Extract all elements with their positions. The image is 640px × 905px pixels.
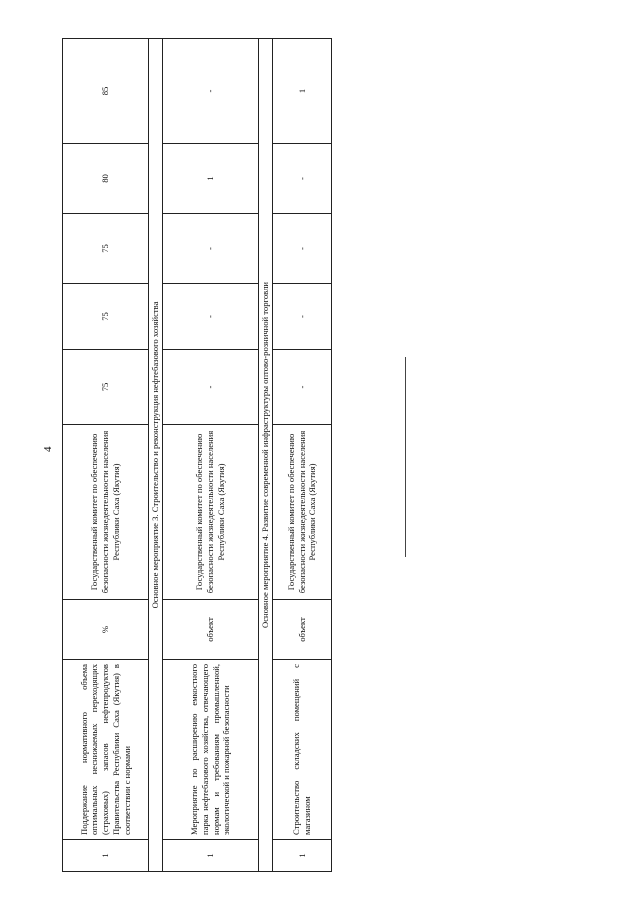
- unit-cell: объект: [163, 600, 259, 660]
- value-cell: -: [163, 284, 259, 350]
- value-cell: 80: [63, 144, 149, 214]
- responsible-org: Государственный комитет по обеспечению безопасности жизнедеятельности населения Республики Саха (Якутия): [273, 425, 332, 600]
- signature-line: [405, 357, 406, 557]
- value-cell: 85: [63, 39, 149, 144]
- unit-cell: %: [63, 600, 149, 660]
- section-row: [149, 39, 163, 872]
- responsible-org: Государственный комитет по обеспечению безопасности жизнедеятельности населения Республики Саха (Якутия): [163, 425, 259, 600]
- unit-cell: объект: [273, 600, 332, 660]
- value-cell: -: [273, 350, 332, 425]
- responsible-org: Государственный комитет по обеспечению безопасности жизнедеятельности населения Республики Саха (Якутия): [63, 425, 149, 600]
- value-cell: 1: [273, 39, 332, 144]
- value-cell: -: [273, 214, 332, 284]
- value-cell: -: [163, 350, 259, 425]
- rotated-table-wrapper: [62, 39, 332, 872]
- row-number: 1: [63, 840, 149, 872]
- table-row: [163, 39, 259, 872]
- measure-name: Мероприятие по расширению емкостного парка нефтебазового хозяйства, отвечающего нормам и требованиям промышленной, экологической и пожарной безопасности: [163, 660, 259, 840]
- value-cell: -: [273, 284, 332, 350]
- section-row: [259, 39, 273, 872]
- table-row: [63, 39, 149, 872]
- section-title: Основное мероприятие 3. Строительство и реконструкция нефтебазового хозяйства: [149, 39, 163, 872]
- section-title: Основное мероприятие 4. Развитие современной инфраструктуры оптово-розничной торговли: [259, 39, 273, 872]
- value-cell: 75: [63, 284, 149, 350]
- row-number: 1: [273, 840, 332, 872]
- indicators-table: [62, 38, 332, 872]
- value-cell: 75: [63, 214, 149, 284]
- value-cell: -: [163, 214, 259, 284]
- value-cell: 75: [63, 350, 149, 425]
- measure-name: Строительство складских помещений с магазином: [273, 660, 332, 840]
- value-cell: -: [163, 39, 259, 144]
- row-number: 1: [163, 840, 259, 872]
- table-row: [273, 39, 332, 872]
- measure-name: Поддержание нормативного объема оптимальных неснижаемых переходящих (страховых) запасов нефтепродуктов Правительства Республики Саха (Якутия) в соответствии с нормами: [63, 660, 149, 840]
- page-number: 4: [42, 446, 54, 452]
- value-cell: 1: [163, 144, 259, 214]
- value-cell: -: [273, 144, 332, 214]
